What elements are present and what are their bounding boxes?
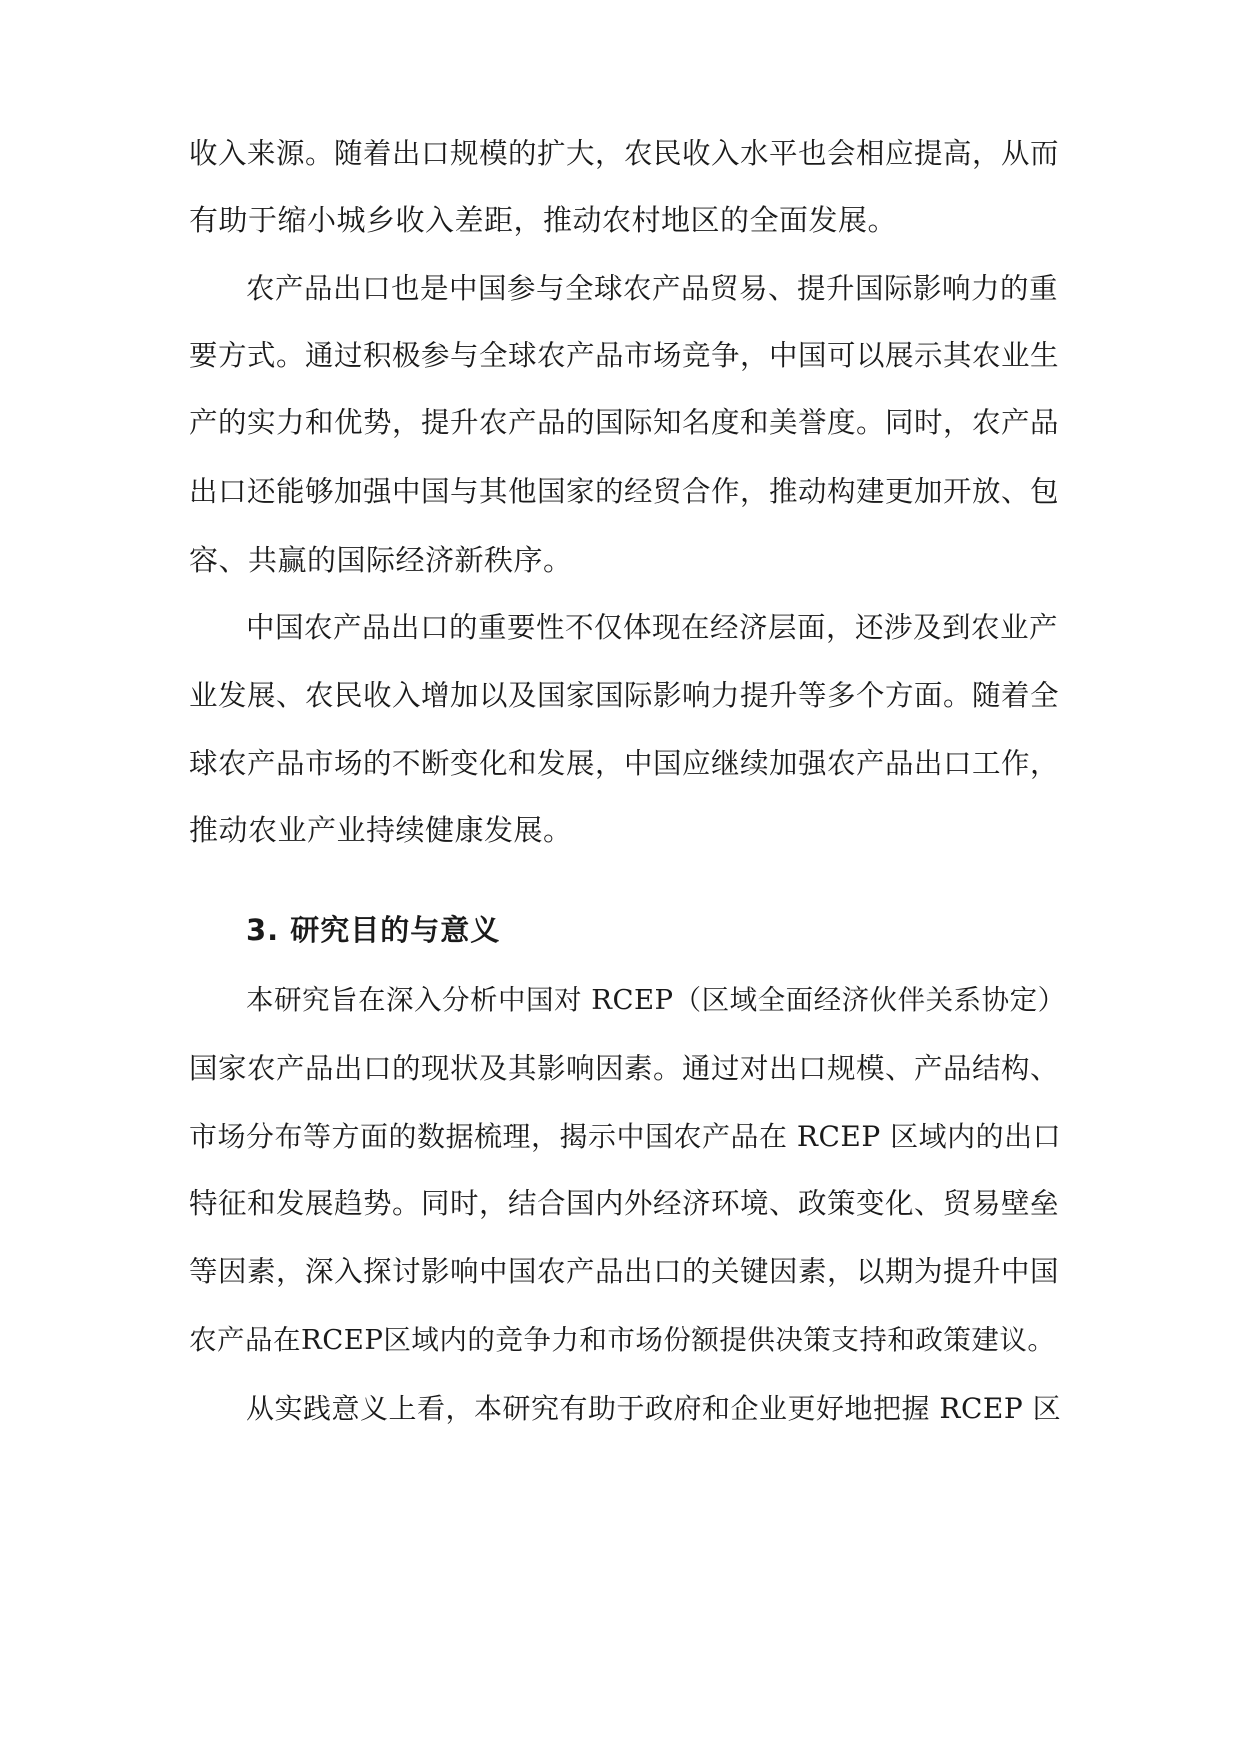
paragraph-line: 国家农产品出口的现状及其影响因素。通过对出口规模、产品结构、 — [189, 1052, 1060, 1085]
paragraph-line: 收入来源。随着出口规模的扩大，农民收入水平也会相应提高，从而 — [189, 137, 1060, 170]
paragraph-line: 农产品出口也是中国参与全球农产品贸易、提升国际影响力的重 — [246, 272, 1059, 305]
paragraph-line: 本研究旨在深入分析中国对 RCEP（区域全面经济伙伴关系协定） — [246, 984, 1066, 1016]
paragraph-line: 球农产品市场的不断变化和发展，中国应继续加强农产品出口工作， — [189, 747, 1060, 780]
paragraph-line: 中国农产品出口的重要性不仅体现在经济层面，还涉及到农业产 — [246, 611, 1059, 644]
paragraph-line: 推动农业产业持续健康发展。 — [189, 813, 573, 847]
paragraph-line: 业发展、农民收入增加以及国家国际影响力提升等多个方面。随着全 — [189, 679, 1060, 712]
paragraph-line: 有助于缩小城乡收入差距，推动农村地区的全面发展。 — [189, 203, 898, 237]
paragraph-line: 从实践意义上看，本研究有助于政府和企业更好地把握 RCEP 区 — [246, 1392, 1062, 1425]
paragraph-line: 农产品在RCEP区域内的竞争力和市场份额提供决策支持和政策建议。 — [189, 1324, 1056, 1356]
section-heading: 3. 研究目的与意义 — [246, 913, 501, 947]
paragraph-line: 产的实力和优势，提升农产品的国际知名度和美誉度。同时，农产品 — [189, 406, 1060, 439]
paragraph-line: 市场分布等方面的数据梳理，揭示中国农产品在 RCEP 区域内的出口 — [189, 1120, 1062, 1153]
paragraph-line: 要方式。通过积极参与全球农产品市场竞争，中国可以展示其农业生 — [189, 339, 1060, 372]
paragraph-line: 出口还能够加强中国与其他国家的经贸合作，推动构建更加开放、包 — [189, 475, 1060, 508]
paragraph-line: 特征和发展趋势。同时，结合国内外经济环境、政策变化、贸易壁垒 — [189, 1187, 1060, 1220]
paragraph-line: 等因素，深入探讨影响中国农产品出口的关键因素，以期为提升中国 — [189, 1255, 1060, 1288]
paragraph-line: 容、共赢的国际经济新秩序。 — [189, 543, 573, 577]
